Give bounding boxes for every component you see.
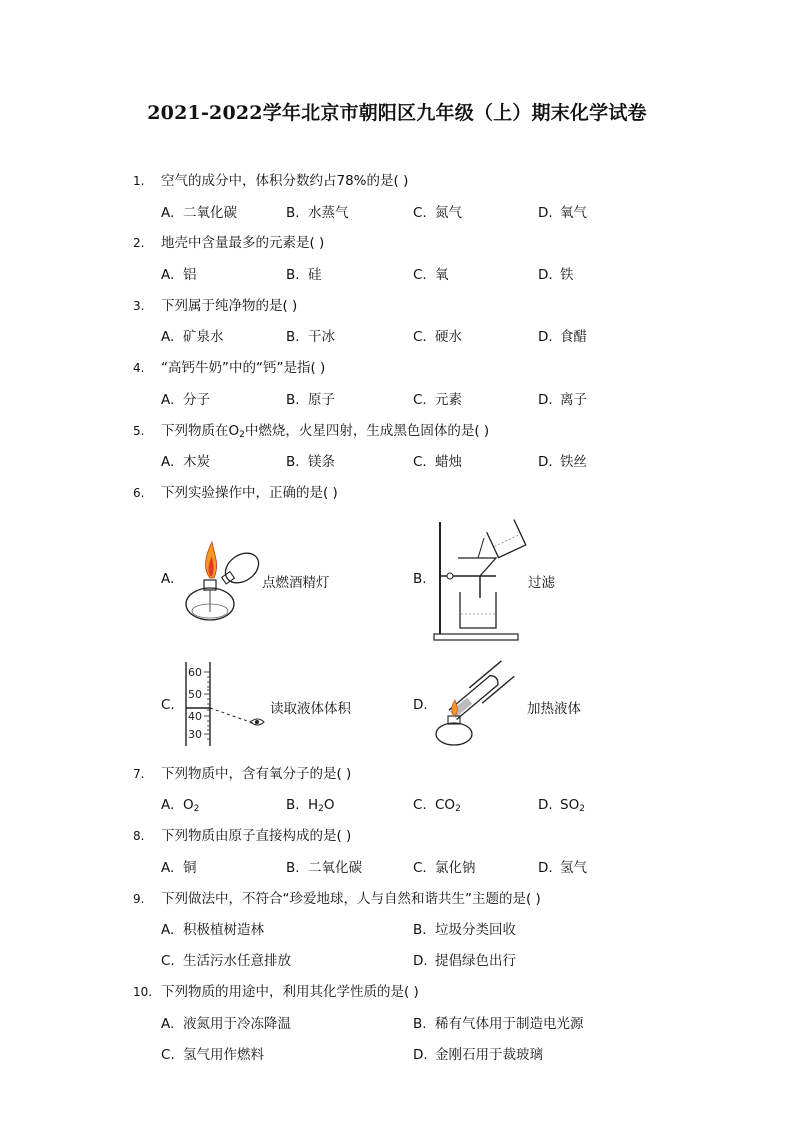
option-letter: A. (161, 267, 175, 283)
option-text: 原子 (308, 392, 335, 408)
q3-option-d[interactable] (538, 328, 587, 346)
q2-option-a[interactable] (161, 266, 197, 284)
option-letter: D. (413, 953, 428, 969)
option-text: 氢气 (560, 860, 587, 876)
question-number: 1. (133, 174, 145, 188)
option-letter: A. (161, 205, 175, 221)
option-letter: D. (538, 454, 553, 470)
option-letter: B. (286, 860, 300, 876)
option-text: 氯化钠 (435, 860, 476, 876)
option-letter: C. (413, 329, 427, 345)
option-letter: C. (161, 953, 175, 969)
option-text: 食醋 (560, 329, 587, 345)
subscript: 2 (239, 430, 245, 440)
q6-option-c-letter[interactable]: C. (161, 697, 175, 713)
q8-option-a[interactable] (161, 859, 197, 877)
option-letter: D. (538, 797, 553, 813)
text-segment: 中燃烧，火星四射，生成黑色固体的是( ) (244, 423, 490, 439)
option-text: 液氮用于冷冻降温 (183, 1016, 291, 1032)
q10-option-d[interactable] (413, 1046, 543, 1064)
question-text: 下列属于纯净物的是( ) (161, 298, 298, 314)
q5-option-a[interactable] (161, 453, 210, 471)
q6-option-a-text: 点燃酒精灯 (262, 575, 330, 591)
question-text: “高钙牛奶”中的“钙”是指( ) (161, 360, 326, 376)
subscript: 2 (579, 804, 585, 814)
option-text: 蜡烛 (435, 454, 462, 470)
option-letter: D. (538, 205, 553, 221)
q7-option-a[interactable] (161, 796, 199, 818)
option-letter: D. (538, 392, 553, 408)
option-letter: D. (538, 267, 553, 283)
q6-option-d-letter[interactable]: D. (413, 697, 428, 713)
q5-option-d[interactable] (538, 453, 587, 471)
option-letter: A. (161, 454, 175, 470)
option-letter: A. (161, 329, 175, 345)
option-text: 分子 (183, 392, 210, 408)
cylinder-tick-50: 50 (188, 688, 202, 701)
q4-option-d[interactable] (538, 391, 587, 409)
option-letter: B. (286, 205, 300, 221)
option-text: 硬水 (435, 329, 462, 345)
q6-option-a-letter[interactable]: A. (161, 571, 175, 587)
cylinder-tick-30: 30 (188, 728, 202, 741)
option-text: 氧 (435, 267, 449, 283)
option-text: 金刚石用于裁玻璃 (435, 1047, 543, 1063)
option-letter: B. (286, 797, 300, 813)
q6-option-b-text: 过滤 (528, 575, 555, 591)
q2-option-d[interactable] (538, 266, 574, 284)
q3-option-b[interactable] (286, 328, 335, 346)
option-letter: A. (161, 860, 175, 876)
page-title: 2021-2022学年北京市朝阳区九年级（上）期末化学试卷 (147, 102, 647, 124)
option-letter: A. (161, 1016, 175, 1032)
option-letter: C. (161, 1047, 175, 1063)
option-text: 离子 (560, 392, 587, 408)
q5-option-b[interactable] (286, 453, 335, 471)
q1-option-a[interactable] (161, 204, 237, 222)
q9-option-c[interactable] (161, 952, 291, 970)
option-letter: C. (413, 454, 427, 470)
q1-option-c[interactable] (413, 204, 462, 222)
heating-liquid-illustration (428, 662, 524, 748)
option-letter: D. (538, 329, 553, 345)
formula-part: O (183, 797, 194, 813)
q2-option-c[interactable] (413, 266, 449, 284)
q4-option-b[interactable] (286, 391, 335, 409)
option-text: 干冰 (308, 329, 335, 345)
option-text: 铜 (183, 860, 197, 876)
option-letter: C. (413, 797, 427, 813)
option-text: 氮气 (435, 205, 462, 221)
option-text: 积极植树造林 (183, 922, 264, 938)
text-segment: 下列物质在O (161, 423, 240, 439)
cylinder-tick-60: 60 (188, 666, 202, 679)
option-letter: B. (286, 267, 300, 283)
question-number: 3. (133, 299, 145, 313)
option-letter: B. (413, 922, 427, 938)
filtration-setup-illustration (430, 518, 530, 642)
option-text: 二氧化碳 (183, 205, 237, 221)
formula-part: SO (560, 797, 580, 813)
question-number: 6. (133, 486, 145, 500)
question-text: 下列物质的用途中，利用其化学性质的是( ) (161, 984, 419, 1000)
option-text: 镁条 (308, 454, 335, 470)
option-text: 铁 (560, 267, 574, 283)
option-letter: B. (413, 1016, 427, 1032)
option-text: 二氧化碳 (308, 860, 362, 876)
q4-option-a[interactable] (161, 391, 210, 409)
option-letter: C. (413, 205, 427, 221)
q6-option-b-letter[interactable]: B. (413, 571, 427, 587)
option-letter: A. (161, 922, 175, 938)
q7-option-d[interactable] (538, 796, 585, 818)
option-text: 硅 (308, 267, 322, 283)
option-letter: C. (413, 267, 427, 283)
q1-option-d[interactable] (538, 204, 587, 222)
q2-option-b[interactable] (286, 266, 322, 284)
q7-option-c[interactable] (413, 796, 461, 818)
q9-option-b[interactable] (413, 921, 516, 939)
alcohol-lamp-lighting-illustration (180, 532, 270, 624)
option-text: 氧气 (560, 205, 587, 221)
q6-option-c-text: 读取液体体积 (270, 701, 351, 717)
option-text: 稀有气体用于制造电光源 (435, 1016, 584, 1032)
subscript: 2 (318, 804, 324, 814)
q4-option-c[interactable] (413, 391, 462, 409)
option-text: 提倡绿色出行 (435, 953, 516, 969)
option-text: 水蒸气 (308, 205, 349, 221)
question-number: 9. (133, 892, 145, 906)
q10-option-c[interactable] (161, 1046, 264, 1064)
q7-option-b[interactable] (286, 796, 335, 818)
option-text: 生活污水任意排放 (183, 953, 291, 969)
q8-option-b[interactable] (286, 859, 362, 877)
option-letter: C. (413, 860, 427, 876)
question-text (161, 422, 489, 444)
question-text: 下列实验操作中，正确的是( ) (161, 485, 338, 501)
question-number: 10. (133, 985, 153, 999)
q6-option-d-text: 加热液体 (527, 701, 581, 717)
option-letter: B. (286, 392, 300, 408)
question-text: 下列物质由原子直接构成的是( ) (161, 828, 352, 844)
subscript: 2 (193, 804, 200, 814)
subscript: 2 (455, 804, 461, 814)
q1-option-b[interactable] (286, 204, 349, 222)
question-number: 2. (133, 236, 145, 250)
q8-option-d[interactable] (538, 859, 587, 877)
q3-option-a[interactable] (161, 328, 224, 346)
question-number: 8. (133, 829, 145, 843)
question-number: 5. (133, 424, 145, 438)
q9-option-a[interactable] (161, 921, 264, 939)
question-number: 4. (133, 361, 145, 375)
option-text: 矿泉水 (183, 329, 224, 345)
q10-option-b[interactable] (413, 1015, 584, 1033)
q5-option-c[interactable] (413, 453, 462, 471)
option-text: 元素 (435, 392, 462, 408)
q8-option-c[interactable] (413, 859, 476, 877)
question-text: 空气的成分中，体积分数约占78%的是( ) (161, 173, 409, 189)
option-text: 木炭 (183, 454, 210, 470)
q3-option-c[interactable] (413, 328, 462, 346)
formula-part: H (308, 797, 319, 813)
option-letter: D. (538, 860, 553, 876)
question-number: 7. (133, 767, 145, 781)
option-letter: B. (286, 329, 300, 345)
option-letter: C. (413, 392, 427, 408)
option-letter: A. (161, 797, 175, 813)
formula-part: O (323, 797, 335, 813)
question-text: 下列物质中，含有氧分子的是( ) (161, 766, 352, 782)
option-text: 氢气用作燃料 (183, 1047, 264, 1063)
option-letter: D. (413, 1047, 428, 1063)
option-letter: B. (286, 454, 300, 470)
option-text: 铝 (183, 267, 197, 283)
graduated-cylinder-reading-illustration (178, 660, 268, 748)
formula-part: CO (435, 797, 456, 813)
q9-option-d[interactable] (413, 952, 516, 970)
question-text: 地壳中含量最多的元素是( ) (161, 235, 325, 251)
q10-option-a[interactable] (161, 1015, 291, 1033)
question-text: 下列做法中，不符合“珍爱地球，人与自然和谐共生”主题的是( ) (161, 891, 541, 907)
cylinder-tick-40: 40 (188, 710, 202, 723)
option-letter: A. (161, 392, 175, 408)
option-text: 铁丝 (560, 454, 587, 470)
option-text: 垃圾分类回收 (435, 922, 516, 938)
